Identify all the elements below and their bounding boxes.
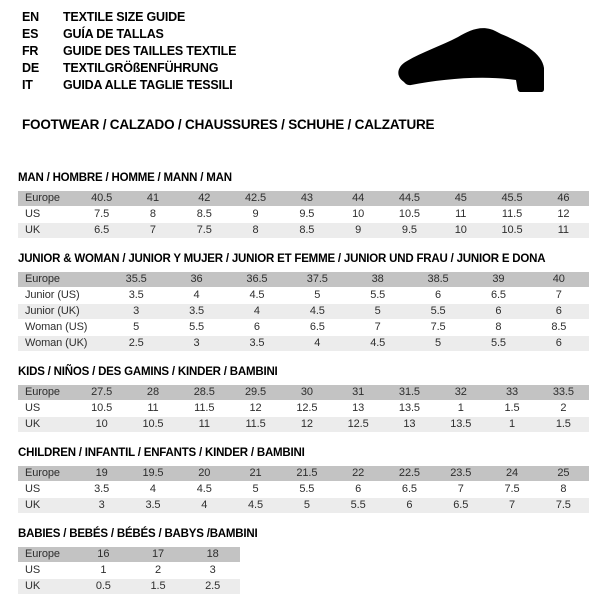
size-cell: 6.5	[435, 498, 486, 514]
table-row	[18, 579, 240, 595]
size-cell: 3	[76, 498, 127, 514]
size-cell: 35.5	[106, 272, 166, 288]
size-cell: 5	[106, 320, 166, 336]
size-cell: 27.5	[76, 385, 127, 401]
size-cell: 28.5	[179, 385, 230, 401]
size-cell: 0.5	[76, 579, 131, 595]
language-code: EN	[22, 10, 39, 24]
size-table	[18, 385, 589, 433]
table-title: BABIES / BEBÉS / BÉBÉS / BABYS /BAMBINI	[18, 528, 258, 540]
size-cell: 5.5	[408, 304, 468, 320]
size-cell: 4.5	[287, 304, 347, 320]
size-cell: 4.5	[230, 498, 281, 514]
size-cell: 4.5	[179, 482, 230, 498]
table-row	[18, 498, 589, 514]
size-cell: 6.5	[384, 482, 435, 498]
size-cell: 45.5	[486, 191, 537, 207]
table-title: CHILDREN / INFANTIL / ENFANTS / KINDER / BAMBINI	[18, 447, 305, 459]
size-cell: 12.5	[332, 417, 383, 433]
size-cell: 8	[468, 320, 528, 336]
size-cell: 45	[435, 191, 486, 207]
row-label: Woman (US)	[18, 320, 106, 336]
size-cell: 10.5	[486, 223, 537, 239]
language-code: FR	[22, 44, 39, 58]
language-code: IT	[22, 78, 33, 92]
size-cell: 11	[435, 207, 486, 223]
size-cell: 3	[185, 563, 240, 579]
size-cell: 24	[486, 466, 537, 482]
size-cell: 33	[486, 385, 537, 401]
size-cell: 5.5	[468, 336, 528, 352]
size-cell: 19.5	[127, 466, 178, 482]
size-cell: 7.5	[408, 320, 468, 336]
size-cell: 20	[179, 466, 230, 482]
size-cell: 44.5	[384, 191, 435, 207]
size-cell: 4	[287, 336, 347, 352]
table-row	[18, 320, 589, 336]
size-cell: 37.5	[287, 272, 347, 288]
row-label: Europe	[18, 191, 76, 207]
size-cell: 6	[468, 304, 528, 320]
size-cell: 6	[332, 482, 383, 498]
size-cell: 6.5	[468, 288, 528, 304]
language-code: DE	[22, 61, 39, 75]
size-cell: 5.5	[348, 288, 408, 304]
size-table-section	[0, 447, 600, 514]
size-cell: 28	[127, 385, 178, 401]
size-cell: 6	[227, 320, 287, 336]
row-label: US	[18, 401, 76, 417]
table-title: JUNIOR & WOMAN / JUNIOR Y MUJER / JUNIOR ET FEMME / JUNIOR UND FRAU / JUNIOR E DONA	[18, 253, 546, 265]
size-cell: 10	[435, 223, 486, 239]
size-cell: 40.5	[76, 191, 127, 207]
table-title: KIDS / NIÑOS / DES GAMINS / KINDER / BAMBINI	[18, 366, 278, 378]
size-cell: 11.5	[486, 207, 537, 223]
size-cell: 32	[435, 385, 486, 401]
size-cell: 11.5	[230, 417, 281, 433]
size-table-section	[0, 253, 600, 352]
size-cell: 7.5	[486, 482, 537, 498]
size-cell: 12	[281, 417, 332, 433]
language-label: GUÍA DE TALLAS	[63, 27, 164, 41]
size-tables	[0, 172, 600, 595]
size-cell: 29.5	[230, 385, 281, 401]
row-label: Europe	[18, 547, 76, 563]
size-cell: 3.5	[106, 288, 166, 304]
table-header-row	[18, 547, 240, 563]
size-cell: 5	[287, 288, 347, 304]
row-label: UK	[18, 579, 76, 595]
size-table	[18, 547, 240, 595]
row-label: Woman (UK)	[18, 336, 106, 352]
size-cell: 46	[538, 191, 589, 207]
size-cell: 41	[127, 191, 178, 207]
size-cell: 5.5	[166, 320, 226, 336]
size-cell: 1.5	[131, 579, 186, 595]
size-cell: 38	[348, 272, 408, 288]
size-cell: 39	[468, 272, 528, 288]
size-cell: 13	[332, 401, 383, 417]
size-cell: 12	[538, 207, 589, 223]
size-cell: 1	[486, 417, 537, 433]
size-cell: 8.5	[281, 223, 332, 239]
size-cell: 1	[435, 401, 486, 417]
size-cell: 3.5	[227, 336, 287, 352]
language-code: ES	[22, 27, 39, 41]
size-cell: 9.5	[384, 223, 435, 239]
row-label: Europe	[18, 466, 76, 482]
size-cell: 5.5	[332, 498, 383, 514]
size-table-section	[0, 172, 600, 239]
size-cell: 5	[348, 304, 408, 320]
row-label: US	[18, 207, 76, 223]
size-cell: 4	[179, 498, 230, 514]
size-cell: 19	[76, 466, 127, 482]
size-cell: 3.5	[166, 304, 226, 320]
language-label: GUIDE DES TAILLES TEXTILE	[63, 44, 237, 58]
size-cell: 1.5	[538, 417, 589, 433]
size-cell: 21.5	[281, 466, 332, 482]
table-row	[18, 336, 589, 352]
size-cell: 10.5	[384, 207, 435, 223]
size-cell: 4	[166, 288, 226, 304]
table-row	[18, 223, 589, 239]
size-cell: 11	[538, 223, 589, 239]
size-cell: 6.5	[76, 223, 127, 239]
size-cell: 17	[131, 547, 186, 563]
size-cell: 2.5	[185, 579, 240, 595]
size-cell: 8.5	[179, 207, 230, 223]
size-table	[18, 466, 589, 514]
size-cell: 43	[281, 191, 332, 207]
size-cell: 7	[348, 320, 408, 336]
size-cell: 8	[230, 223, 281, 239]
size-table	[18, 272, 589, 352]
size-cell: 5	[230, 482, 281, 498]
size-cell: 5	[281, 498, 332, 514]
table-row	[18, 288, 589, 304]
table-row	[18, 304, 589, 320]
size-cell: 44	[332, 191, 383, 207]
size-cell: 7.5	[76, 207, 127, 223]
size-cell: 3	[106, 304, 166, 320]
size-cell: 7.5	[179, 223, 230, 239]
size-cell: 5	[408, 336, 468, 352]
size-table-section	[0, 528, 600, 595]
size-cell: 6	[384, 498, 435, 514]
size-cell: 2.5	[106, 336, 166, 352]
size-cell: 4.5	[227, 288, 287, 304]
size-cell: 40	[529, 272, 589, 288]
size-cell: 13.5	[435, 417, 486, 433]
size-cell: 10	[332, 207, 383, 223]
size-cell: 5.5	[281, 482, 332, 498]
size-cell: 16	[76, 547, 131, 563]
size-cell: 21	[230, 466, 281, 482]
row-label: UK	[18, 417, 76, 433]
size-cell: 10	[76, 417, 127, 433]
size-cell: 36.5	[227, 272, 287, 288]
size-cell: 42.5	[230, 191, 281, 207]
size-cell: 8	[538, 482, 589, 498]
size-cell: 22.5	[384, 466, 435, 482]
size-cell: 6	[529, 304, 589, 320]
language-label: GUIDA ALLE TAGLIE TESSILI	[63, 78, 233, 92]
size-cell: 12.5	[281, 401, 332, 417]
size-cell: 9	[230, 207, 281, 223]
size-cell: 31.5	[384, 385, 435, 401]
size-cell: 30	[281, 385, 332, 401]
size-cell: 9.5	[281, 207, 332, 223]
size-cell: 8.5	[529, 320, 589, 336]
size-cell: 4	[227, 304, 287, 320]
size-cell: 6.5	[287, 320, 347, 336]
language-label: TEXTILGRÖßENFÜHRUNG	[63, 61, 219, 75]
table-row	[18, 401, 589, 417]
size-cell: 1	[76, 563, 131, 579]
row-label: US	[18, 563, 76, 579]
category-heading: FOOTWEAR / CALZADO / CHAUSSURES / SCHUHE / CALZATURE	[22, 117, 435, 132]
size-cell: 23.5	[435, 466, 486, 482]
row-label: UK	[18, 223, 76, 239]
size-cell: 38.5	[408, 272, 468, 288]
row-label: UK	[18, 498, 76, 514]
size-cell: 13.5	[384, 401, 435, 417]
table-row	[18, 417, 589, 433]
size-cell: 33.5	[538, 385, 589, 401]
table-row	[18, 563, 240, 579]
table-row	[18, 482, 589, 498]
dress-shoe-icon	[394, 20, 576, 102]
size-cell: 13	[384, 417, 435, 433]
table-header-row	[18, 191, 589, 207]
table-header-row	[18, 385, 589, 401]
size-cell: 7	[435, 482, 486, 498]
row-label: Europe	[18, 385, 76, 401]
size-cell: 42	[179, 191, 230, 207]
size-cell: 12	[230, 401, 281, 417]
size-cell: 10.5	[127, 417, 178, 433]
size-cell: 6	[529, 336, 589, 352]
size-cell: 11	[179, 417, 230, 433]
size-cell: 31	[332, 385, 383, 401]
table-title: MAN / HOMBRE / HOMME / MANN / MAN	[18, 172, 232, 184]
size-cell: 7.5	[538, 498, 589, 514]
size-cell: 4.5	[348, 336, 408, 352]
size-cell: 4	[127, 482, 178, 498]
size-cell: 3.5	[127, 498, 178, 514]
table-row	[18, 207, 589, 223]
table-header-row	[18, 466, 589, 482]
size-cell: 3.5	[76, 482, 127, 498]
row-label: Europe	[18, 272, 106, 288]
language-label: TEXTILE SIZE GUIDE	[63, 10, 186, 24]
size-cell: 2	[131, 563, 186, 579]
size-cell: 8	[127, 207, 178, 223]
size-table	[18, 191, 589, 239]
size-cell: 11.5	[179, 401, 230, 417]
table-header-row	[18, 272, 589, 288]
row-label: Junior (UK)	[18, 304, 106, 320]
size-cell: 1.5	[486, 401, 537, 417]
size-cell: 10.5	[76, 401, 127, 417]
row-label: Junior (US)	[18, 288, 106, 304]
size-cell: 7	[529, 288, 589, 304]
size-cell: 9	[332, 223, 383, 239]
size-cell: 7	[127, 223, 178, 239]
size-cell: 3	[166, 336, 226, 352]
size-cell: 7	[486, 498, 537, 514]
size-cell: 11	[127, 401, 178, 417]
size-cell: 25	[538, 466, 589, 482]
size-cell: 22	[332, 466, 383, 482]
size-cell: 36	[166, 272, 226, 288]
size-cell: 18	[185, 547, 240, 563]
size-cell: 2	[538, 401, 589, 417]
size-table-section	[0, 366, 600, 433]
row-label: US	[18, 482, 76, 498]
size-cell: 6	[408, 288, 468, 304]
